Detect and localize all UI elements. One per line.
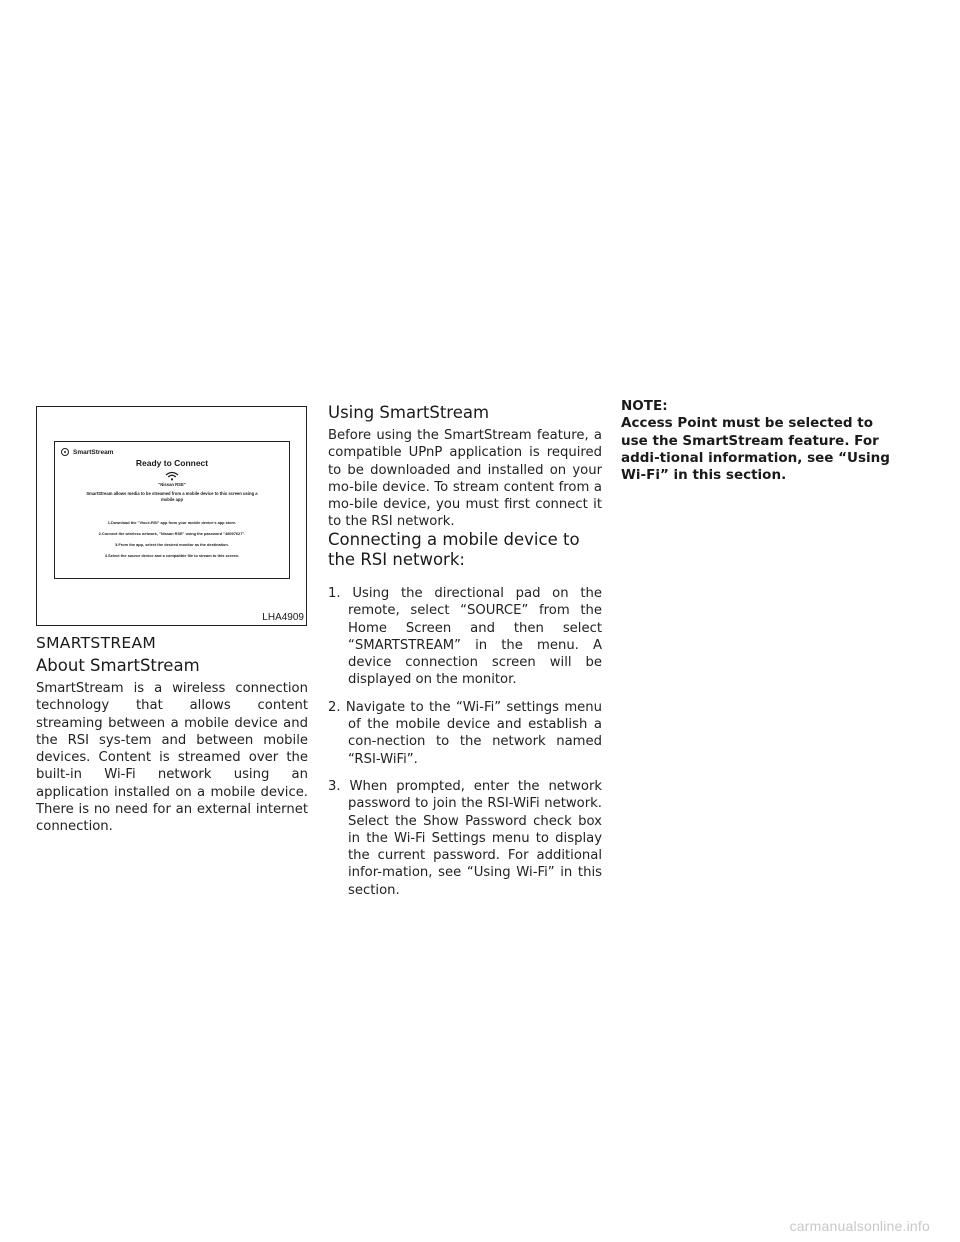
- about-heading: About SmartStream: [36, 656, 200, 675]
- screen-description: SmartStream allows media to be streamed from a mobile device to this screen using a mobile app: [86, 491, 258, 502]
- screen-step: 2.Connect the wireless network, "Nissan RSE" using the password "48097627".: [98, 531, 246, 536]
- note-block: [621, 398, 897, 484]
- list-item: 3. When prompted, enter the network password to join the RSI-WiFi network. Select the Show Password check box in the Wi-Fi Settings menu to display the current password. For additional infor-mation, see “Using Wi-Fi” in this section.: [328, 778, 602, 898]
- device-screen-illustration: [54, 441, 290, 579]
- screen-heading: Ready to Connect: [135, 458, 209, 468]
- list-item: 2. Navigate to the “Wi-Fi” settings menu of the mobile device and establish a con-nection to the network named “RSI-WiFi”.: [328, 699, 602, 767]
- screen-brand-label: SmartStream: [73, 448, 114, 456]
- screen-network-name: "Nissan RSE": [158, 482, 186, 487]
- screen-step: 4.Select the source device and a compatible file to stream to this screen.: [104, 553, 240, 558]
- list-item: 1. Using the directional pad on the remote, select “SOURCE” from the Home Screen and then select “SMARTSTREAM” in the menu. A device connection screen will be displayed on the monitor.: [328, 586, 602, 688]
- connecting-heading: Connecting a mobile device to the RSI network:: [328, 530, 580, 569]
- note-title: NOTE:: [621, 398, 668, 414]
- wifi-icon: [165, 471, 179, 481]
- screen-step: 1.Download the "Vioce-RSI" app from your mobile device's app store.: [107, 520, 237, 525]
- figure-illustration: [36, 406, 307, 626]
- using-heading: Using SmartStream: [328, 403, 490, 422]
- about-body: SmartStream is a wireless connection technology that allows content streaming between a mobile device and the RSI sys-tem and between mobile devices. Content is streamed over the built-in Wi-Fi network using an application installed on a mobile device. There is no need for an external internet connection.: [36, 681, 308, 835]
- using-body: Before using the SmartStream feature, a compatible UPnP application is required to be downloaded and installed on your mo-bile device. To stream content from a mo-bile device, you must first connect it to the RSI network.: [328, 428, 602, 530]
- section-title: SMARTSTREAM: [36, 634, 157, 652]
- smartstream-logo-icon: [61, 448, 69, 456]
- screen-step: 3.From the app, select the desired monitor as the destination.: [115, 542, 229, 547]
- connecting-steps-list: [328, 585, 602, 909]
- screen-brand: [61, 448, 113, 456]
- screen-steps: [59, 517, 285, 561]
- watermark: carmanualsonline.info: [789, 1218, 930, 1234]
- figure-label: LHA4909: [262, 612, 304, 623]
- note-body: Access Point must be selected to use the SmartStream feature. For addi-tional information, see “Using Wi-Fi” in this section.: [621, 415, 890, 484]
